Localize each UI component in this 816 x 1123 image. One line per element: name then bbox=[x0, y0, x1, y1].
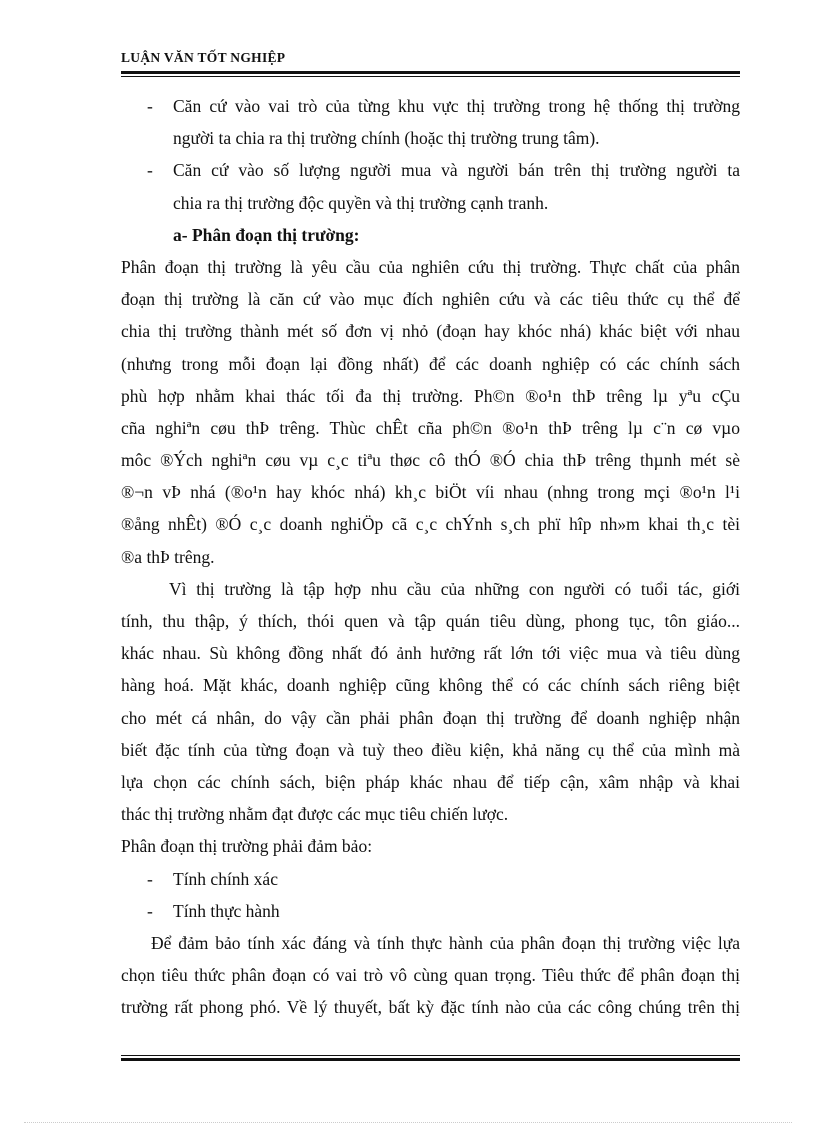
paragraph-line: thác thị trường nhằm đạt được các mục tiêu chiến lược. bbox=[121, 804, 509, 825]
paragraph-line: ®ång nhÊt) ®Ó c¸c doanh nghiÖp cã c¸c chÝnh s¸ch phï hîp nh»m khai th¸c tèi bbox=[121, 514, 740, 535]
bullet-item-line bbox=[121, 90, 740, 122]
header-rule-thick bbox=[121, 71, 740, 74]
requirement-item bbox=[121, 863, 740, 895]
requirement-text: Tính thực hành bbox=[173, 900, 280, 921]
requirement-text: Tính chính xác bbox=[173, 868, 278, 889]
bullet-item-continuation: chia ra thị trường độc quyền và thị trường cạnh tranh. bbox=[173, 192, 549, 213]
requirements-intro: Phân đoạn thị trường phải đảm bảo: bbox=[121, 836, 373, 857]
paragraph-line: hàng hoá. Mặt khác, doanh nghiệp cũng không thể có các chính sách riêng biệt bbox=[121, 675, 740, 696]
paragraph-line: biết đặc tính của từng đoạn và tuỳ theo điều kiện, khả năng cụ thể của mình mà bbox=[121, 739, 740, 760]
bullet-text: Căn cứ vào số lượng người mua và người bán trên thị trường người ta bbox=[173, 160, 740, 181]
paragraph-line: cña nghiªn cøu thÞ trêng. Thùc chÊt cña ph©n ®o¹n thÞ trêng lµ c¨n cø vµo bbox=[121, 417, 740, 438]
header-rule-thin bbox=[121, 76, 740, 77]
paragraph-line: Phân đoạn thị trường là yêu cầu của nghiên cứu thị trường. Thực chất của phân bbox=[121, 256, 740, 277]
paragraph-line: phù hợp nhằm khai thác tối đa thị trường. Ph©n ®o¹n thÞ trêng lµ yªu cÇu bbox=[121, 385, 740, 406]
footer-rule-thick bbox=[121, 1058, 740, 1061]
paragraph-line: Vì thị trường là tập hợp nhu cầu của những con người có tuổi tác, giới bbox=[169, 578, 740, 599]
paragraph-line: chia thị trường thành mét số đơn vị nhỏ (đoạn hay khóc nhá) khác biệt với nhau bbox=[121, 321, 740, 342]
footer-rule-thin bbox=[121, 1055, 740, 1056]
section-heading: a- Phân đoạn thị trường: bbox=[173, 224, 360, 245]
paragraph-line: tính, thu thập, ý thích, thói quen và tập quán tiêu dùng, phong tục, tôn giáo... bbox=[121, 611, 740, 631]
bullet-dash: - bbox=[147, 868, 153, 889]
page-body bbox=[121, 90, 740, 1023]
paragraph-line: chọn tiêu thức phân đoạn có vai trò vô cùng quan trọng. Tiêu thức để phân đoạn thị bbox=[121, 965, 740, 986]
paragraph-line: (nhưng trong mỗi đoạn lại đồng nhất) để các doanh nghiệp có các chính sách bbox=[121, 353, 740, 374]
running-header: LUẬN VĂN TỐT NGHIỆP bbox=[121, 50, 286, 65]
bullet-dash: - bbox=[147, 160, 153, 181]
paragraph-line: ®¬n vÞ nhá (®o¹n hay khóc nhá) kh¸c biÖt víi nhau (nhng trong mçi ®o¹n l¹i bbox=[121, 482, 740, 503]
bullet-item-continuation: người ta chia ra thị trường chính (hoặc thị trường trung tâm). bbox=[173, 128, 600, 149]
paragraph-line: cho mét cá nhân, do vậy cần phải phân đoạn thị trường để doanh nghiệp nhận bbox=[121, 707, 740, 728]
paragraph-line: ®a thÞ trêng. bbox=[121, 546, 215, 567]
paragraph-line: Để đảm bảo tính xác đáng và tính thực hành của phân đoạn thị trường việc lựa bbox=[151, 932, 740, 953]
paragraph-line: môc ®Ých nghiªn cøu vµ c¸c tiªu thøc cô thÓ ®Ó chia thÞ trêng thµnh mét sè bbox=[121, 450, 740, 471]
requirement-item bbox=[121, 895, 740, 927]
paragraph-line: trường rất phong phó. Về lý thuyết, bất kỳ đặc tính nào của các công chúng trên thị bbox=[121, 997, 740, 1018]
paragraph-line: lựa chọn các chính sách, biện pháp khác nhau để tiếp cận, xâm nhập và khai bbox=[121, 771, 740, 792]
bullet-dash: - bbox=[147, 900, 153, 921]
bullet-dash: - bbox=[147, 96, 153, 116]
bullet-text: Căn cứ vào vai trò của từng khu vực thị trường trong hệ thống thị trường bbox=[173, 96, 740, 116]
paragraph-line: đoạn thị trường là căn cứ vào mục đích nghiên cứu và các tiêu thức cụ thể để bbox=[121, 289, 740, 310]
bullet-item-line bbox=[121, 154, 740, 186]
paragraph-line: khác nhau. Sù không đồng nhất đó ảnh hưởng rất lớn tới việc mua và tiêu dùng bbox=[121, 643, 740, 664]
